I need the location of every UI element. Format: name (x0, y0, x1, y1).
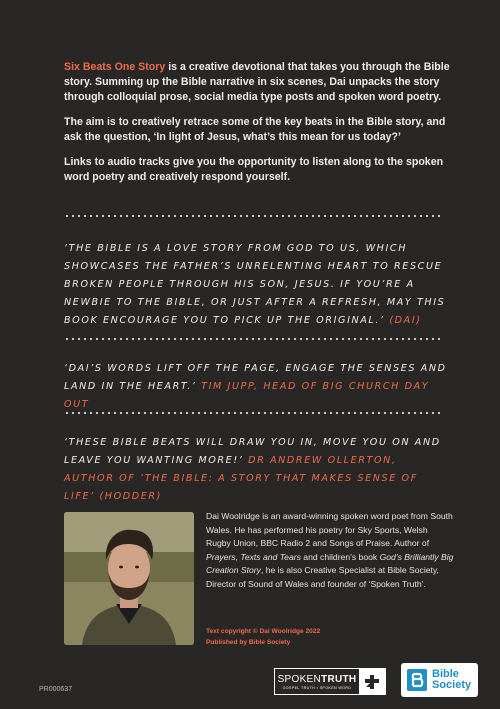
spoken-truth-wordmark (275, 673, 359, 691)
copyright-line: Text copyright © Dai Woolridge 2022 (206, 628, 321, 635)
book-title: Six Beats One Story (64, 61, 166, 73)
bible-society-icon (407, 669, 427, 691)
bio-book-title: Prayers, Texts and Tears (206, 551, 301, 562)
dotted-divider (64, 412, 442, 414)
author-photo (64, 512, 194, 645)
truth-word: TRUTH (321, 673, 357, 685)
dotted-divider (64, 215, 442, 217)
intro-text (64, 60, 450, 195)
intro-paragraph-1-text: is a creative devotional that takes you through the Bible story. Summing up the Bible narrative in six scenes, Dai unpacks the story through colloquial prose, social media type posts and spoken word poetry. (64, 61, 450, 103)
bible-society-wordmark (432, 669, 471, 692)
bio-text: , he is also Creative Specialist at Bible Society, Director of Sound of Wales and founder of ‘Spoken Truth’. (206, 565, 439, 589)
society-word: Society (432, 679, 472, 691)
intro-paragraph-1 (64, 60, 450, 105)
publisher-line: Published by Bible Society (206, 639, 291, 646)
spoken-truth-tagline: GOSPEL TRUTH • SPOKEN WORD (282, 685, 352, 690)
quote-3 (64, 434, 450, 506)
credits (206, 626, 320, 648)
quote-text: ‘THESE BIBLE BEATS WILL DRAW YOU IN, MOVE YOU ON AND LEAVE YOU WANTING MORE!’ (64, 437, 441, 466)
spoken-truth-logo (274, 668, 386, 695)
cross-icon (359, 669, 385, 694)
quote-2 (64, 360, 450, 414)
quote-text: ‘THE BIBLE IS A LOVE STORY FROM GOD TO US, WHICH SHOWCASES THE FATHER’S UNRELENTING HEART TO RESCUE BROKEN PEOPLE THROUGH HIS SON, JESUS. IF YOU’RE A NEWBIE TO THE BIBLE, OR JUST AFTER A REFRESH, MAY THIS BOOK ENCOURAGE YOU TO PICK UP THE ORIGINAL.’ (64, 243, 446, 326)
author-bio (206, 510, 454, 592)
product-code: PR000637 (39, 686, 73, 693)
author-portrait-image (64, 512, 194, 645)
quote-1 (64, 240, 450, 330)
bible-word: Bible (432, 667, 459, 680)
quote-attribution: TIM JUPP, HEAD OF BIG CHURCH DAY OUT (64, 381, 430, 410)
quote-text: ‘DAI’S WORDS LIFT OFF THE PAGE, ENGAGE THE SENSES AND LAND IN THE HEART.’ (64, 363, 447, 392)
bio-book-title: God’s Brilliantly Big Creation Story (206, 551, 454, 576)
bio-text: Dai Woolridge is an award-winning spoken word poet from South Wales. He has performed his poetry for Sky Sports, Welsh Rugby Union, BBC Radio 2 and Songs of Praise. Author of (206, 511, 453, 549)
quote-attribution: DR ANDREW OLLERTON, AUTHOR OF ‘THE BIBLE: A STORY THAT MAKES SENSE OF LIFE’ (HODDER) (64, 455, 418, 502)
intro-paragraph-3: Links to audio tracks give you the opportunity to listen along to the spoken word poetry and creatively respond yourself. (64, 156, 444, 183)
dotted-divider (64, 338, 442, 340)
quote-attribution: (DAI) (389, 315, 422, 326)
bible-society-logo (401, 663, 478, 697)
bio-text: and children’s book (300, 551, 380, 562)
intro-paragraph-2: The aim is to creatively retrace some of the key beats in the Bible story, and ask the question, ‘In light of Jesus, what’s this mean for us today?’ (64, 116, 446, 143)
spoken-word: SPOKEN (277, 673, 322, 685)
